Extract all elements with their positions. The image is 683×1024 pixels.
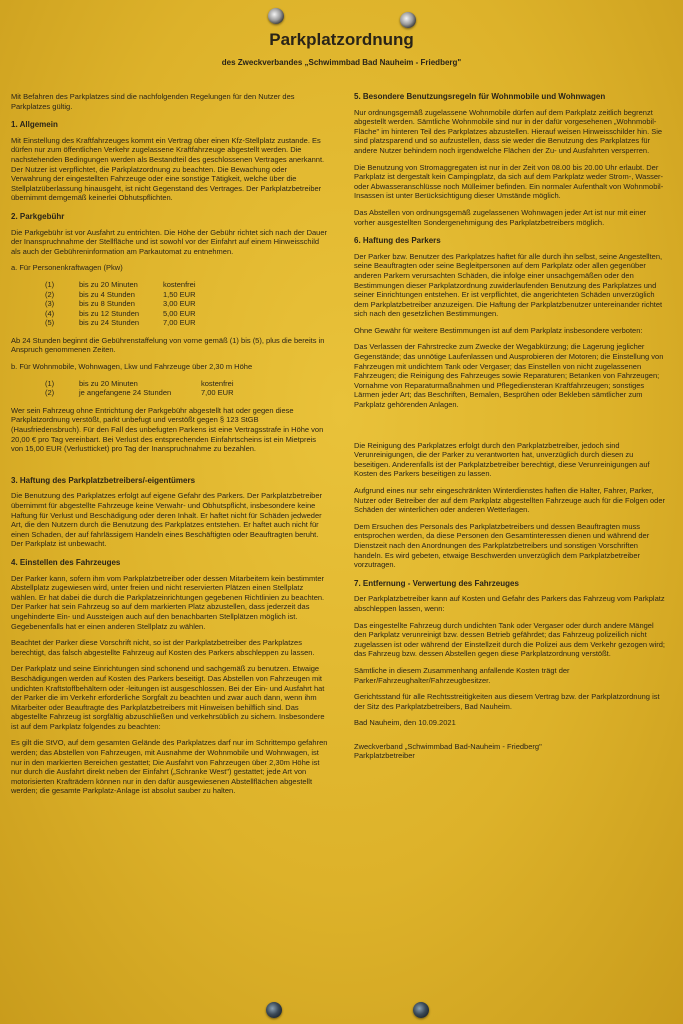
section-heading: 5. Besondere Benutzungsregeln für Wohnmobile und Wohnwagen: [354, 92, 606, 101]
bolt-icon: [266, 1002, 282, 1018]
fee-duration: bis zu 20 Minuten: [79, 279, 138, 289]
fee-price: kostenfrei: [163, 279, 196, 289]
section-text: Das Abstellen von ordnungsgemäß zugelassenen Wohnwagen jeder Art ist nur mit einer vorher ausgestellten Sondergenehmigung des Parkplatzbetreibers möglich.: [354, 207, 647, 227]
fee-price: 5,00 EUR: [163, 308, 196, 318]
section-text: Die Parkgebühr ist vor Ausfahrt zu entrichten. Die Höhe der Gebühr richtet sich nach der Dauer der Inanspruchnahme der Stellfläche und ist sowohl vor der Einfahrt auf einem Hinweisschild als auch der Gebühreninformation am Parkautomat zu entnehmen.: [11, 227, 327, 256]
section-text: Der Parkplatz und seine Einrichtungen sind schonend und sachgemäß zu benutzen. Etwaige Beschädigungen werden auf Kosten des Parkers beseitigt. Das Abstellen von Fahrzeugen mit undichten Kraftstoffbehältern oder -leitungen ist ausgeschlossen. Bei der Ein- und Ausfahrt hat der Parker die im Verkehr erforderliche Sorgfalt zu beachten und zwar auch dann, wenn ihm Mitarbeiter oder Beauftragte des Parkplatzbetreibers mit Hinweisen behilflich sind. Das abgestellte Fahrzeug ist sorgfältig abzuschließen und verkehrsüblich zu sichern. Insbesondere ist auf dem Parkplatz folgendes zu beachten:: [11, 664, 325, 731]
fee-price: 1,50 EUR: [163, 289, 196, 299]
towing-list: Das eingestellte Fahrzeug durch undichten Tank oder Vergaser oder durch andere Mängel den Parkplatz verunreinigt bzw. dessen Betrieb gefährdet; das Fahrzeug polizeilich nicht zugelassen ist oder während der Einstellzeit durch die Polizei aus dem Verkehr gezogen wird; das Fahrzeug bzw. dessen Abstellen gegen diese Parkplatzordnung verstößt.: [354, 620, 666, 659]
section-text: Ohne Gewähr für weitere Bestimmungen ist auf dem Parkplatz insbesondere verboten:: [354, 325, 643, 335]
section-text: Gerichtsstand für alle Rechtsstreitigkeiten aus diesem Vertrag bzw. der Parkplatzordnung ist der Sitz des Parkplatzbetreibers, Bad Nauheim.: [354, 692, 660, 711]
section-text: Der Parkplatzbetreiber kann auf Kosten und Gefahr des Parkers das Fahrzeug vom Parkplatz abschleppen lassen, wenn:: [354, 594, 665, 613]
fee-price: 7,00 EUR: [163, 318, 196, 328]
fee-category-label: a. Für Personenkraftwagen (Pkw): [11, 263, 123, 273]
signer-role: Parkplatzbetreiber: [354, 751, 415, 761]
fee-num: (2): [45, 388, 55, 398]
fee-duration: je angefangene 24 Stunden: [79, 388, 172, 398]
signature-block: [354, 742, 666, 761]
bolt-icon: [400, 12, 416, 28]
intro-text: Mit Befahren des Parkplatzes sind die nachfolgenden Regelungen für den Nutzer des Parkplatzes gültig.: [11, 92, 295, 111]
section-heading: 6. Haftung des Parkers: [354, 236, 441, 246]
fee-num: (3): [45, 299, 55, 309]
section-heading: 2. Parkgebühr: [11, 211, 65, 221]
section-text: Beachtet der Parker diese Vorschrift nicht, so ist der Parkplatzbetreiber des Parkplatzes berechtigt, das falsch abgestellte Fahrzeug auf Kosten des Parkers abschleppen zu lassen.: [11, 638, 315, 657]
fee-num: (5): [45, 318, 55, 328]
section-text: Der Parker kann, sofern ihm vom Parkplatzbetreiber oder dessen Mitarbeitern kein bestimmter Abstellplatz zugewiesen wird, unter freien und nicht reservierten Plätzen einen Stellplatz wählen. Er hat dabei die durch die Parkplatzeinrichtungen gegebenen Richtlinien zu beachten. Der Parker hat sein Fahrzeug so auf dem markierten Platz abzustellen, dass jederzeit das ungehinderte Ein- und Aussteigen auch auf den benachbarten Stellplätzen möglich ist. Gegebenenfalls hat er einen anderen Stellplatz zu wählen.: [11, 573, 325, 631]
bolt-icon: [268, 8, 284, 24]
fee-note: Ab 24 Stunden beginnt die Gebührenstaffelung von vorne gemäß (1) bis (5), plus die bereits in Anspruch genommenen Zeiten.: [11, 335, 325, 355]
left-column: [11, 92, 329, 803]
fee-duration: bis zu 4 Stunden: [79, 289, 135, 299]
section-text: Nur ordnungsgemäß zugelassene Wohnmobile dürfen auf dem Parkplatz zeitlich begrenzt abgestellt werden. Sämtliche Wohnmobile sind nur in der dafür vorgesehenen „Wohnmobil-Fläche" im hinteren Teil des Parkplatzes abzustellen. Hierauf weisen Hinweisschilder hin. Sie sind platzsparend und so aufzustellen, dass sie weder die Benutzung des Parkplatzes für andere Nutzer behindern noch irgendwelche Flächen der Zu- und Ausfahrten versperren.: [354, 107, 663, 155]
fee-category-label: b. Für Wohnmobile, Wohnwagen, Lkw und Fahrzeuge über 2,30 m Höhe: [11, 362, 253, 372]
section-text: Die Reinigung des Parkplatzes erfolgt durch den Parkplatzbetreiber, jedoch sind Verunreinigungen, die der Parker zu verantworten hat, unverzüglich durch diesen zu beseitigen. Anderenfalls ist der Parkplatzbetreiber berechtigt, diese Verunreinigungen auf Kosten des Parkers beseitigen zu lassen.: [354, 440, 650, 479]
fee-num: (2): [45, 289, 55, 299]
fee-duration: bis zu 12 Stunden: [79, 308, 140, 318]
section-text: Aufgrund eines nur sehr eingeschränkten Winterdienstes haften die Halter, Fahrer, Parker, Nutzer oder Betreiber der auf dem Parkplatz abgestellten Fahrzeuge auch für die Folgen oder Schäden der winterlichen oder anderen Wetterlagen.: [354, 486, 666, 515]
fee-num: (1): [45, 279, 55, 289]
section-text: Wer sein Fahrzeug ohne Entrichtung der Parkgebühr abgestellt hat oder gegen diese Parkplatzordnung verstößt, parkt unbefugt und verstößt gegen § 123 StGB (Hausfriedensbruch). Für den Fall des unbefugten Parkens ist eine Vertragsstrafe in Höhe von 20,00 € pro Tag vereinbart. Bei Verlust des entsprechenden Einfahrtscheins ist ein Mietpreis von 15,00 EUR (Verlustticket) pro Tag der Inanspruchnahme zu bezahlen.: [11, 405, 324, 454]
page-subtitle: des Zweckverbandes „Schwimmbad Bad Nauheim - Friedberg": [221, 58, 462, 67]
page-title: Parkplatzordnung: [269, 30, 414, 49]
fee-duration: bis zu 24 Stunden: [79, 318, 140, 328]
right-column: [354, 92, 666, 761]
fee-duration: bis zu 8 Stunden: [79, 299, 135, 309]
prohibited-list: Das Verlassen der Fahrstrecke zum Zwecke der Wegabkürzung; die Lagerung jeglicher Gegenstände; das unnötige Laufenlassen und Ausprobieren der Motoren; die Einstellung von Fahrzeugen mit undichtem Tank oder Vergaser; das Einstellen von nicht zugelassenen Fahrzeugen; die Reinigung des Fahrzeuges sowie Reparaturen; Betanken von Fahrzeugen; Vornahme von Reparaturmaßnahmen und Pflegediensteran Kraftfahrzeugen; sonstiges Lärmen jeder Art; das Beschriften, Bemalen, Besprühen oder Bekleben sämtlicher zum Parkplatz gehörenden Anlagen.: [354, 342, 664, 410]
rules-list: Es gilt die StVO, auf dem gesamten Gelände des Parkplatzes darf nur im Schrittempo gefahren werden; das Abstellen von Fahrzeugen, mit Ausnahme der Wohnmobile und Wohnwagen, ist nur in den markierten Bereichen gestattet; Die Ausfahrt von Fahrzeugen über 2,30m Höhe ist nur durch die Ausfahrt direkt neben der Einfahrt („Schranke West") gestattet; jede Art von motorisierten Krafträdern können nur in den dafür ausgewiesenen Abstellflächen abgestellt werden; die gesamte Parkplatz-Anlage ist absolut sauber zu halten.: [11, 738, 328, 796]
fee-num: (4): [45, 308, 55, 318]
date-line: Bad Nauheim, den 10.09.2021: [354, 718, 456, 728]
fee-table-wohnmobil: [45, 379, 329, 398]
section-text: Dem Ersuchen des Personals des Parkplatzbetreibers und dessen Beauftragten muss entsprochen werden, da diese Personen den Gesamtinteressen dienen und während der Dienstzeit nach den Anordnungen des Parkplatzbetreibers und sonstigen Vorschriften handeln. Es wird gebeten, etwaige Beschwerden unverzüglich dem Parkplatzbetreiber vorzutragen.: [354, 521, 650, 570]
section-heading: 1. Allgemein: [11, 120, 58, 130]
fee-num: (1): [45, 378, 55, 388]
fee-table-pkw: [45, 280, 329, 328]
section-text: Sämtliche in diesem Zusammenhang anfallende Kosten trägt der Parker/Fahrzeughalter/Fahrzeugbesitzer.: [354, 665, 570, 685]
bolt-icon: [413, 1002, 429, 1018]
fee-price: kostenfrei: [201, 378, 234, 388]
signer-name: Zweckverband „Schwimmbad Bad-Nauheim - Friedberg": [354, 741, 542, 751]
section-heading: 3. Haftung des Parkplatzbetreibers/-eigentümers: [11, 475, 196, 485]
section-heading: 4. Einstellen des Fahrzeuges: [11, 557, 121, 567]
section-heading: 7. Entfernung - Verwertung des Fahrzeuges: [354, 578, 519, 588]
section-text: Die Benutzung von Stromaggregaten ist nur in der Zeit von 08.00 bis 20.00 Uhr erlaubt. Der Parkplatz ist dergestalt kein Campingplatz, da sich auf dem Parkplatz weder Strom-, Wasser- oder Abwasseranschlüsse noch Mülleimer befinden. Ein normaler Aufenthalt von Wohnmobil-Insassen ist unter Berücksichtigung dieser Umstände möglich.: [354, 162, 664, 201]
fee-price: 3,00 EUR: [163, 299, 196, 309]
fee-duration: bis zu 20 Minuten: [79, 378, 138, 388]
section-text: Mit Einstellung des Kraftfahrzeuges kommt ein Vertrag über einen Kfz-Stellplatz zustande. Es dürfen nur zum öffentlichen Verkehr zugelassene Kraftfahrzeuge abgestellt werden. Die nachstehenden Bedingungen werden als Bestandteil des geschlossenen Vertrages anerkannt. Der Nutzer ist verpflichtet, die Parkplatzordnung zu beachten. Die Bewachung oder Verwahrung der eingestellten Fahrzeuge oder eine sonstige Tätigkeit, welche über die Stellplatzüberlassung hinausgeht, ist nicht Gegenstand des Vertrages. Der Parkplatzbetreiber übernimmt demgemäß keinerlei Obhutspflichten.: [11, 135, 325, 203]
fee-price: 7,00 EUR: [201, 388, 234, 398]
section-text: Die Benutzung des Parkplatzes erfolgt auf eigene Gefahr des Parkers. Der Parkplatzbetreiber übernimmt für abgestellte Fahrzeuge keine Verwahr- und Obhutspflicht, insbesondere keine Haftung für Verlust und Beschädigung oder deren Inhalt. Er haftet nicht für Schäden jedweder Art, die den Nutzern durch die Benutzung des Parkplatzes entstehen. Er haftet auch nicht für einen Schaden, der auf fahrlässigem Handeln eines Beschäftigten oder Beauftragten beruht. Der Parkplatz ist unbewacht.: [11, 491, 323, 549]
section-text: Der Parker bzw. Benutzer des Parkplatzes haftet für alle durch ihn selbst, seine Angestellten, seine Beauftragten oder seine Begleitpersonen auf dem Parkplatz oder allen gegenüber anderen Parkern verursachten Schäden, die infolge einer unsachgemäßen oder den Bestimmungen dieser Parkplatzordnung zuwiderlaufenden Benutzung des Parkplatzes und seiner Einrichtungen entstehen. Er ist verpflichtet, die angerichteten Schäden unverzüglich dem Parkplatzbetreiber anzuzeigen. Die Haftung der Parkplatzbenutzer untereinander richtet sich nach den gesetzlichen Bestimmungen.: [354, 251, 663, 319]
